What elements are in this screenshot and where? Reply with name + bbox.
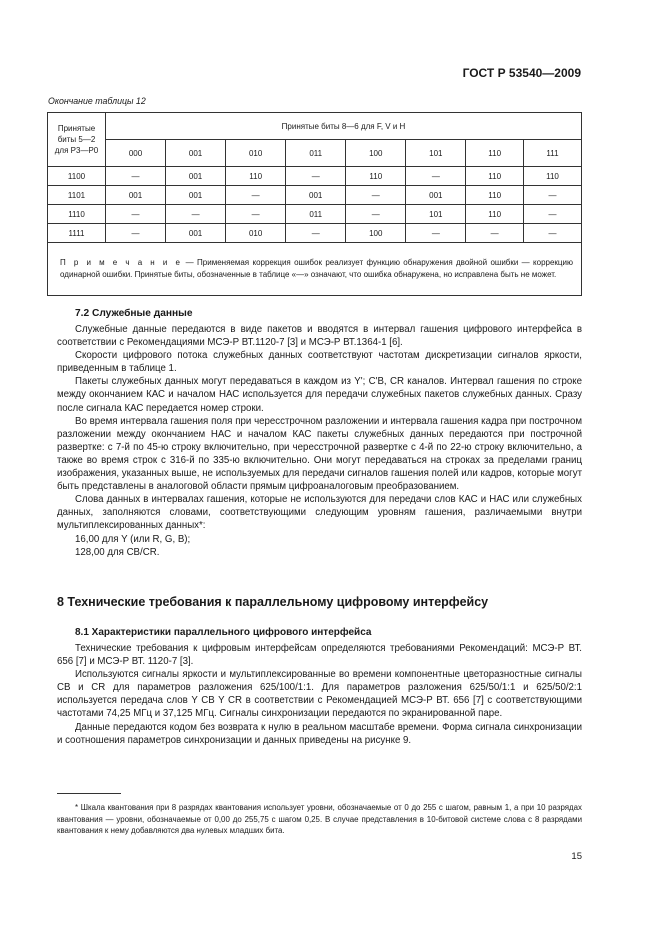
corner-header bbox=[48, 113, 106, 167]
document-code: ГОСТ Р 53540—2009 bbox=[462, 66, 581, 80]
table-cell: — bbox=[226, 205, 286, 224]
table-cell: — bbox=[106, 167, 166, 186]
section-8-1-heading: 8.1 Характеристики параллельного цифрового интерфейса bbox=[75, 627, 372, 638]
row-label: 1110 bbox=[48, 205, 106, 224]
table-cell: — bbox=[166, 205, 226, 224]
table-cell: — bbox=[466, 224, 524, 243]
table-cell: — bbox=[106, 205, 166, 224]
table-cell: 001 bbox=[166, 186, 226, 205]
page-number: 15 bbox=[571, 851, 582, 862]
table-cell: 110 bbox=[466, 167, 524, 186]
table-cell: — bbox=[346, 186, 406, 205]
table-caption: Окончание таблицы 12 bbox=[48, 96, 146, 106]
table-cell: — bbox=[406, 167, 466, 186]
table-cell: 110 bbox=[466, 205, 524, 224]
col-header: 010 bbox=[226, 140, 286, 167]
table-cell: — bbox=[286, 167, 346, 186]
paragraph: Технические требования к цифровым интерфейсам определяются требованиями Рекомендаций: МСЭ-Р ВТ. 656 [7] и МСЭ-Р ВТ. 1120-7 [3]. bbox=[57, 643, 582, 668]
note-label: П р и м е ч а н и е bbox=[60, 258, 183, 267]
footnote-text: * Шкала квантования при 8 разрядах квантования использует уровни, обозначаемые от 0 до 255 с шагом, равным 1, а при 10 разрядах квантования — уровни, обозначаемые от 0,00 до 255,75 с шагом 0,25. В случае представления в 10-битовой системе слова с 8 разрядами квантования к нему добавляются два нулевых младших бита. bbox=[57, 803, 582, 835]
table-cell: 101 bbox=[406, 205, 466, 224]
section-7-2-heading: 7.2 Служебные данные bbox=[75, 308, 193, 319]
bit-correction-table bbox=[47, 112, 582, 296]
section-7-2-body bbox=[57, 323, 582, 559]
section-8-1-body bbox=[57, 642, 582, 747]
col-header: 110 bbox=[466, 140, 524, 167]
col-header: 111 bbox=[523, 140, 581, 167]
table-cell: — bbox=[523, 205, 581, 224]
table-cell: — bbox=[523, 186, 581, 205]
footnote-divider bbox=[57, 793, 121, 794]
col-header: 000 bbox=[106, 140, 166, 167]
table-cell: 110 bbox=[466, 186, 524, 205]
corner-line-2: биты 5—2 bbox=[57, 135, 96, 144]
row-label: 1111 bbox=[48, 224, 106, 243]
paragraph: Данные передаются кодом без возврата к нулю в реальном масштабе времени. Форма сигнала синхронизации и соотношения параметров синхронизации и данных приведены на рисунке 9. bbox=[57, 721, 582, 746]
paragraph: Служебные данные передаются в виде пакетов и вводятся в интервал гашения цифрового интерфейса в соответствии с Рекомендациями МСЭ-Р ВТ.1120-7 [3] и МСЭ-Р ВТ.1364-1 [6]. bbox=[57, 324, 582, 349]
table-cell: 110 bbox=[226, 167, 286, 186]
table-cell: 001 bbox=[166, 224, 226, 243]
table-cell: — bbox=[106, 224, 166, 243]
corner-line-1: Принятые bbox=[57, 124, 96, 133]
col-header: 101 bbox=[406, 140, 466, 167]
table-cell: 011 bbox=[286, 205, 346, 224]
footnote bbox=[57, 802, 582, 837]
note-text: — Применяемая коррекция ошибок реализует функцию обнаружения двойной ошибки — коррекцию одинарной ошибки. Принятые биты, обозначенные в таблице «—» означают, что ошибка обнаружена, но исправлена быть не может. bbox=[60, 258, 573, 279]
table-row bbox=[48, 205, 582, 224]
table-cell: — bbox=[226, 186, 286, 205]
table-cell: 001 bbox=[286, 186, 346, 205]
col-header: 011 bbox=[286, 140, 346, 167]
section-8-heading: 8 Технические требования к параллельному цифровому интерфейсу bbox=[57, 595, 489, 609]
table-cell: 001 bbox=[166, 167, 226, 186]
corner-line-3: для P3—P0 bbox=[54, 146, 99, 155]
group-header: Принятые биты 8—6 для F, V и H bbox=[106, 113, 582, 140]
table-cell: — bbox=[286, 224, 346, 243]
row-label: 1101 bbox=[48, 186, 106, 205]
paragraph: Скорости цифрового потока служебных данных соответствуют частотам дискретизации сигналов яркости, приведенным в таблице 1. bbox=[57, 350, 582, 375]
paragraph: Слова данных в интервалах гашения, которые не используются для передачи слов КАС и НАС или служебных данных, заполняются словами, соответствующими следующим уровням гашения, различаемыми внутри мультиплексированных данных*: bbox=[57, 494, 582, 532]
paragraph: Во время интервала гашения поля при чересстрочном разложении и интервала гашения кадра при построчном разложении между окончанием НАС и началом КАС пакеты служебных данных передаются при построчной развертке: с 7-й по 45-ю строку включительно, при чересстрочной развертке с 4-й по 22-ю строку включительно, а также во время строк с 316-й по 335-ю включительно. Они могут передаваться на строках за пределами границ изображения, указанных выше, не используемых для передачи сигналов гашения полей или кадров, которые могут быть представлены в аналоговой области прямым цифроаналоговым преобразованием. bbox=[57, 415, 582, 493]
table-row bbox=[48, 186, 582, 205]
paragraph: Пакеты служебных данных могут передаваться в каждом из Y'; C'B, CR каналов. Интервал гашения по строке между окончанием КАС и началом НАС используется для передачи служебных пакетов служебных данных. Сразу после сигнала КАС передается номер строки. bbox=[57, 376, 582, 414]
table-note bbox=[48, 243, 582, 296]
table-cell: 001 bbox=[106, 186, 166, 205]
table-cell: 110 bbox=[523, 167, 581, 186]
paragraph: 16,00 для Y (или R, G, B); bbox=[75, 533, 191, 545]
table-cell: — bbox=[523, 224, 581, 243]
row-label: 1100 bbox=[48, 167, 106, 186]
table-cell: 100 bbox=[346, 224, 406, 243]
table-row bbox=[48, 224, 582, 243]
table-cell: — bbox=[406, 224, 466, 243]
table-row bbox=[48, 167, 582, 186]
paragraph: 128,00 для CB/CR. bbox=[75, 546, 160, 558]
table-cell: 001 bbox=[406, 186, 466, 205]
paragraph: Используются сигналы яркости и мультиплексированные во времени компонентные цветоразностные сигналы CB и CR для параметров разложения 625/100/1:1. Для параметров разложения 625/50/1:1 и 625/50/2:1 используется передача слов Y CB Y CR в соответствии с Рекомендацией МСЭ-Р ВТ. 656 [7] с соответствующими частотами 74,25 МГц и 37,125 МГц. Сигналы синхронизации передаются по экранированной паре. bbox=[57, 669, 582, 720]
table-cell: 110 bbox=[346, 167, 406, 186]
table-cell: 010 bbox=[226, 224, 286, 243]
table-cell: — bbox=[346, 205, 406, 224]
col-header: 001 bbox=[166, 140, 226, 167]
col-header: 100 bbox=[346, 140, 406, 167]
